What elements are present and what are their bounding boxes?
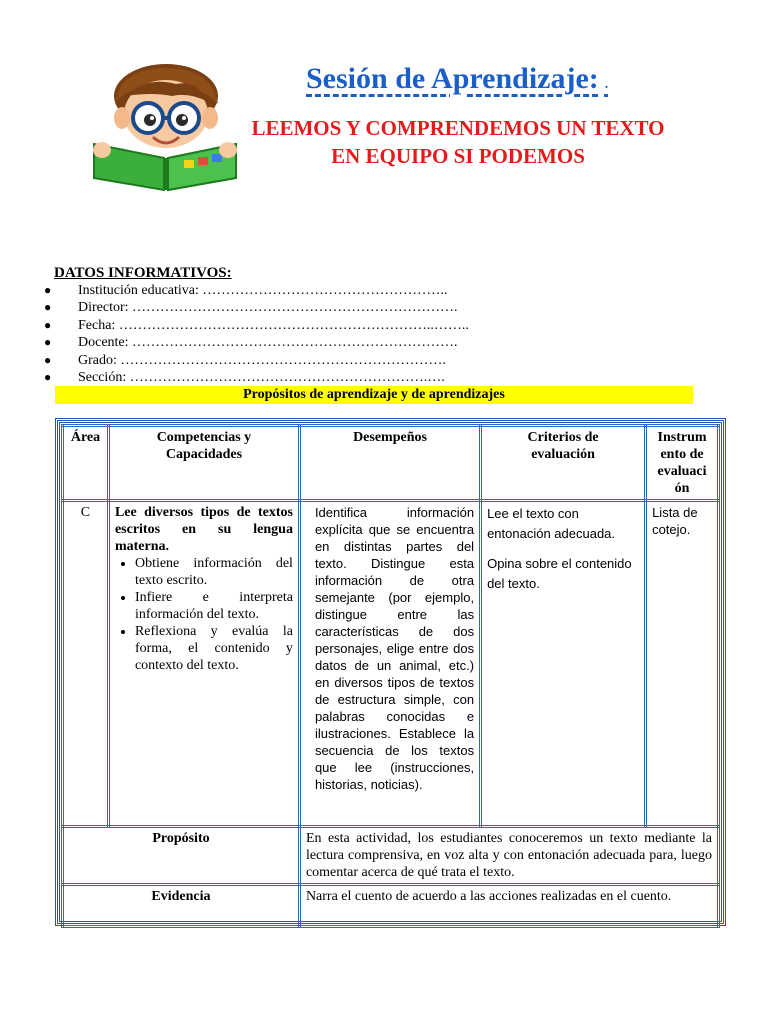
header-desempenos: Desempeños bbox=[299, 426, 480, 501]
evidencia-text: Narra el cuento de acuerdo a las acciones realizadas en el cuento. bbox=[299, 885, 718, 927]
instrumento-cell: Lista de cotejo. bbox=[646, 501, 719, 827]
learning-table bbox=[61, 424, 720, 928]
bullet-icon: ● bbox=[44, 335, 52, 350]
evidencia-row bbox=[63, 885, 719, 927]
table-row bbox=[63, 501, 719, 827]
capacidad-item: • Reflexiona y evalúa la forma, el contenido y contexto del texto. bbox=[135, 623, 293, 674]
topic-line-2: EN EQUIPO SI PODEMOS bbox=[331, 144, 585, 168]
desempeno-cell: Identifica información explícita que se encuentra en distintas partes del texto. Distingue esta información de otra semejante (por ejemplo, distingue entre las características de dos personajes, elige entre dos datos de un animal, etc.) en diversos tipos de textos de estructura simple, con palabras conocidas e ilustraciones. Establece la secuencia de los textos que lee (instrucciones, historias, noticias). bbox=[299, 501, 480, 827]
proposito-label: Propósito bbox=[63, 827, 300, 885]
area-cell: C bbox=[63, 501, 109, 827]
info-item-seccion: ● Sección: ……………………………………………………….…. bbox=[44, 369, 445, 385]
info-item-docente: ● Docente: ……………………………………………………………. bbox=[44, 335, 458, 351]
header-criterios: Criterios de evaluación bbox=[481, 426, 646, 501]
criterio-item: Lee el texto con entonación adecuada. bbox=[487, 506, 616, 541]
competencias-cell bbox=[108, 501, 299, 827]
info-heading: DATOS INFORMATIVOS: bbox=[54, 265, 232, 281]
criterio-item: Opina sobre el contenido del texto. bbox=[487, 556, 632, 591]
bullet-icon: ● bbox=[44, 300, 52, 315]
capacidades-list bbox=[115, 555, 293, 674]
info-item-director: ● Director: ……………………………………………………………. bbox=[44, 300, 458, 316]
info-list bbox=[42, 282, 469, 386]
header-instrumento: Instrum ento de evaluaci ón bbox=[646, 426, 719, 501]
evidencia-label: Evidencia bbox=[63, 885, 300, 927]
header-competencias: Competencias y Capacidades bbox=[108, 426, 299, 501]
competencia-text: Lee diversos tipos de textos escritos en su lengua materna. bbox=[114, 505, 293, 554]
table-header-row bbox=[63, 426, 719, 501]
header-area: Área bbox=[63, 426, 109, 501]
capacidad-item: • Infiere e interpreta información del texto. bbox=[135, 589, 293, 623]
title-dot: . bbox=[604, 77, 609, 92]
criterios-cell bbox=[481, 501, 646, 827]
proposito-text: En esta actividad, los estudiantes conoceremos un texto mediante la lectura comprensiva, en voz alta y con entonación adecuada para, luego comentar acerca de qué trata el texto. bbox=[299, 827, 718, 885]
bullet-icon: ● bbox=[44, 352, 52, 367]
info-item-grado: ● Grado: ……………………………………………………………. bbox=[44, 352, 446, 368]
topic-title bbox=[214, 114, 702, 170]
proposito-row bbox=[63, 827, 719, 885]
info-item-fecha: ● Fecha: …………………………………………………………..…….. bbox=[44, 317, 469, 333]
purpose-bar: Propósitos de aprendizaje y de aprendizajes bbox=[55, 386, 693, 404]
capacidad-item: • Obtiene información del texto escrito. bbox=[135, 555, 293, 589]
info-item-institucion: ● Institución educativa: …………………………………………….. bbox=[44, 283, 448, 298]
bullet-icon: ● bbox=[44, 317, 52, 332]
topic-line-1: LEEMOS Y COMPRENDEMOS UN TEXTO bbox=[251, 116, 665, 140]
bullet-icon: ● bbox=[44, 283, 52, 297]
session-title: Sesión de Aprendizaje: . bbox=[306, 62, 609, 95]
bullet-icon: ● bbox=[44, 369, 52, 384]
